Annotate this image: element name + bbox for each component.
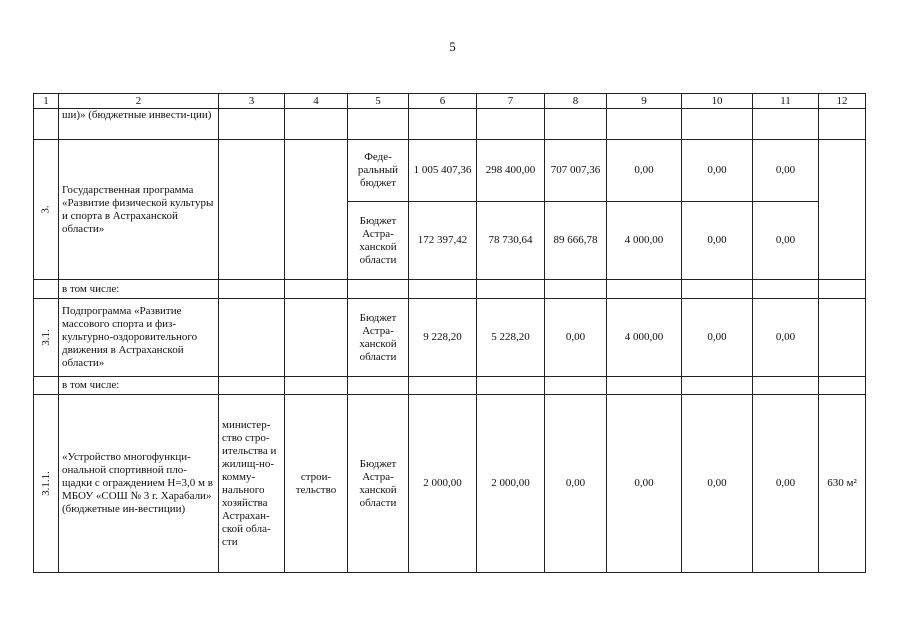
value-cell: 9 228,20 [409,299,477,377]
row-code: 3.1. [39,329,52,346]
header-cell: 8 [545,94,607,109]
funding-source: Бюджет Астра-ханской области [348,202,409,280]
row-code: 3.1.1. [39,471,52,496]
value-cell: 0,00 [607,140,682,202]
value-cell: 0,00 [682,395,753,573]
table-row [34,395,866,573]
value-cell: 0,00 [753,140,819,202]
value-cell: 0,00 [753,395,819,573]
funding-source: Бюджет Астра-ханской области [348,299,409,377]
value-cell: 707 007,36 [545,140,607,202]
value-cell: 89 666,78 [545,202,607,280]
value-cell: 5 228,20 [477,299,545,377]
header-cell: 10 [682,94,753,109]
continuation-row [34,109,866,140]
header-cell: 7 [477,94,545,109]
value-cell: 0,00 [682,202,753,280]
header-cell: 1 [34,94,59,109]
including-label: в том числе: [59,280,219,299]
value-cell: 0,00 [682,299,753,377]
value-cell: 78 730,64 [477,202,545,280]
value-cell: 1 005 407,36 [409,140,477,202]
value-cell: 4 000,00 [607,202,682,280]
customer-cell: министер-ство стро-ительства и жилищ-но-комму-нального хозяйства Астрахан-ской обла-сти [219,395,285,573]
work-type-cell: строи-тельство [285,395,348,573]
subprogram-title: Подпрограмма «Развитие массового спорта и физ-культурно-оздоровительного движения в Астраханской области» [59,299,219,377]
table-row [34,299,866,377]
value-cell: 0,00 [682,140,753,202]
including-label: в том числе: [59,377,219,395]
value-cell: 2 000,00 [477,395,545,573]
header-cell: 11 [753,94,819,109]
header-row [34,94,866,109]
item-title: «Устройство многофункци-ональной спортивной пло-щадки с ограждением Н=3,0 м в МБОУ «СОШ № 3 г. Харабали» (бюджетные ин-вестиции) [59,395,219,573]
value-cell: 298 400,00 [477,140,545,202]
capacity-cell: 630 м² [819,395,866,573]
value-cell: 0,00 [607,395,682,573]
value-cell: 2 000,00 [409,395,477,573]
table-row [34,140,866,202]
header-cell: 5 [348,94,409,109]
value-cell: 0,00 [545,299,607,377]
value-cell: 0,00 [753,299,819,377]
row-code: 3. [39,205,52,214]
funding-source: Феде-ральный бюджет [348,140,409,202]
page-number: 5 [449,39,456,54]
value-cell: 0,00 [753,202,819,280]
header-cell: 3 [219,94,285,109]
value-cell: 4 000,00 [607,299,682,377]
program-title: Государственная программа «Развитие физической культуры и спорта в Астраханской области» [59,140,219,280]
including-row [34,280,866,299]
value-cell: 0,00 [545,395,607,573]
header-cell: 12 [819,94,866,109]
header-cell: 4 [285,94,348,109]
header-cell: 6 [409,94,477,109]
header-cell: 9 [607,94,682,109]
budget-table [33,93,866,573]
funding-source: Бюджет Астра-ханской области [348,395,409,573]
value-cell: 172 397,42 [409,202,477,280]
header-cell: 2 [59,94,219,109]
continuation-text: ши)» (бюджетные инвести-ции) [59,109,219,140]
including-row [34,377,866,395]
